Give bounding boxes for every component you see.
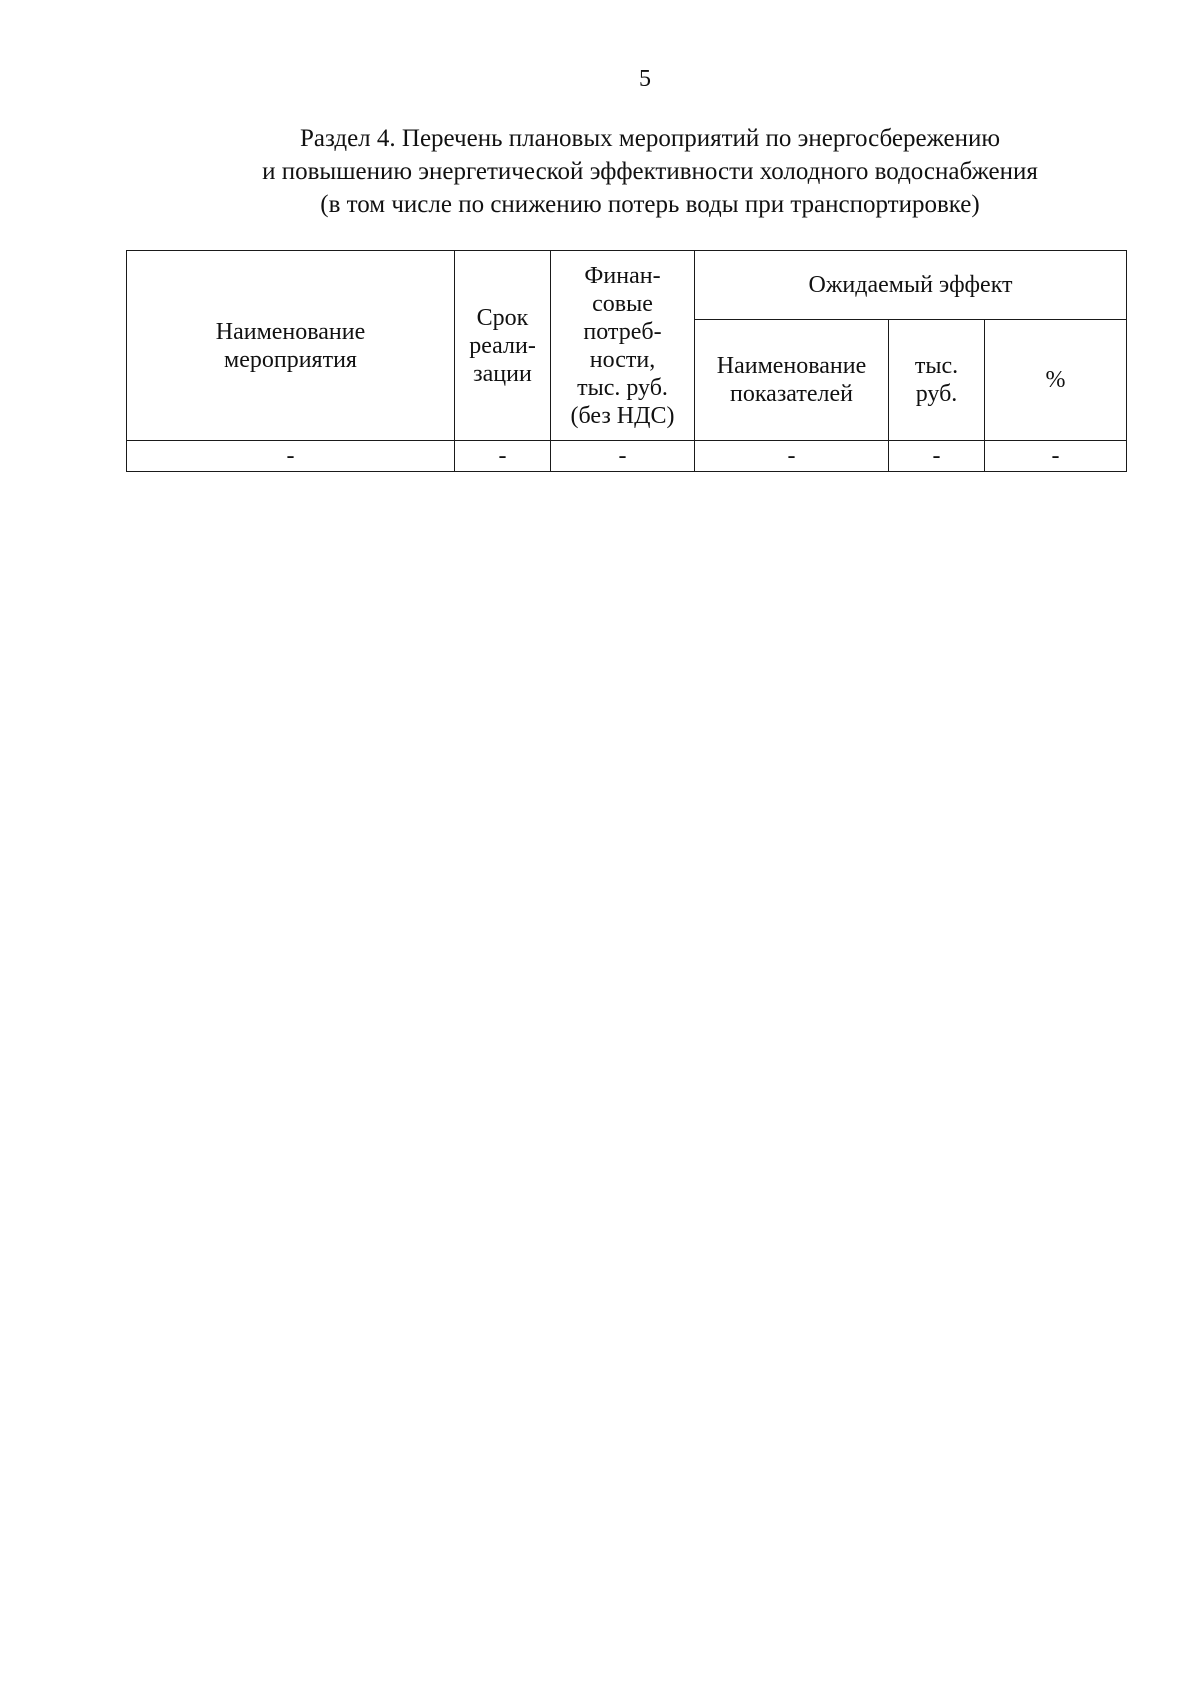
header-finance-line: потреб- xyxy=(583,318,662,345)
table-cell: - xyxy=(889,441,985,472)
section-title-line-3: (в том числе по снижению потерь воды при транспортировке) xyxy=(320,191,980,218)
header-term-line: реали- xyxy=(469,332,536,359)
section-title-line-2: и повышению энергетической эффективности холодного водоснабжения xyxy=(262,158,1038,185)
section-title-line-1: Раздел 4. Перечень плановых мероприятий по энергосбережению xyxy=(299,125,1001,152)
page-number: 5 xyxy=(639,66,651,92)
header-term-line: зации xyxy=(473,360,532,387)
header-measure-name-line: мероприятия xyxy=(224,346,357,373)
header-finance-line: (без НДС) xyxy=(570,402,675,429)
table-cell: - xyxy=(127,441,455,472)
table-cell: - xyxy=(551,441,695,472)
header-thousand-rub-line: тыс. xyxy=(914,353,959,379)
header-measure-name-line: Наименование xyxy=(215,318,366,345)
header-indicators-line: показателей xyxy=(730,381,853,407)
header-term-line: Срок xyxy=(476,304,529,331)
header-indicators-line: Наименование xyxy=(716,353,867,379)
header-measure-name xyxy=(127,251,455,441)
section-title xyxy=(150,122,1150,221)
header-thousand-rub xyxy=(889,320,985,441)
header-indicators xyxy=(695,320,889,441)
header-finance xyxy=(551,251,695,441)
header-finance-line: Финан- xyxy=(584,262,661,289)
header-percent: % xyxy=(985,320,1127,441)
header-finance-line: совые xyxy=(592,290,653,317)
header-finance-line: ности, xyxy=(589,346,656,373)
header-expected-effect: Ожидаемый эффект xyxy=(695,251,1127,320)
table-cell: - xyxy=(695,441,889,472)
measures-table xyxy=(126,250,1127,472)
table-cell: - xyxy=(985,441,1127,472)
header-term xyxy=(455,251,551,441)
header-thousand-rub-line: руб. xyxy=(915,381,958,407)
table-cell: - xyxy=(455,441,551,472)
header-finance-line: тыс. руб. xyxy=(577,374,668,401)
table-row xyxy=(127,441,1127,472)
